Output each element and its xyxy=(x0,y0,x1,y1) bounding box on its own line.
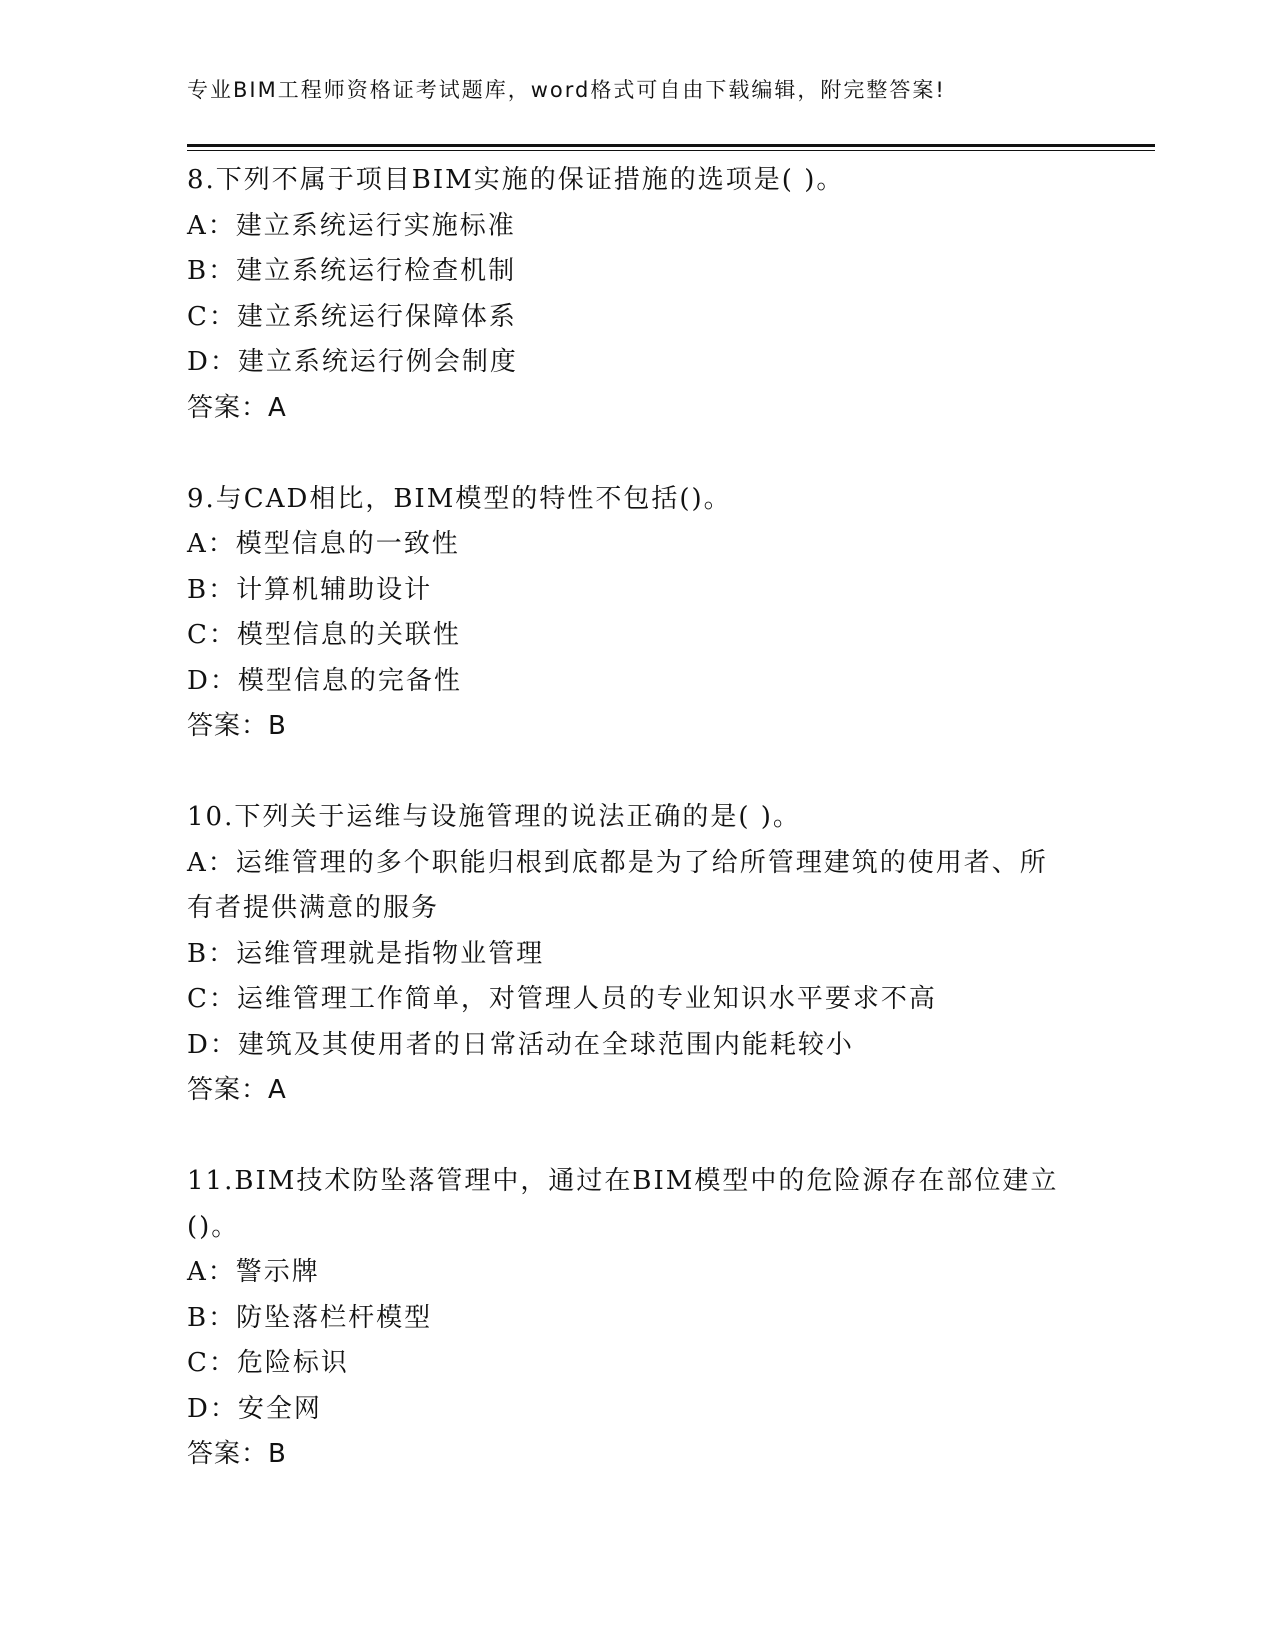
option-c: C：危险标识 xyxy=(187,1348,349,1378)
option-c: C：模型信息的关联性 xyxy=(187,620,461,650)
option-b: B：计算机辅助设计 xyxy=(187,574,433,605)
answer-line: 答案：A xyxy=(187,1075,287,1105)
question-9 xyxy=(187,477,1097,750)
page-header: 专业BIM工程师资格证考试题库，word格式可自由下载编辑，附完整答案! xyxy=(187,78,946,102)
option-a: A：运维管理的多个职能归根到底都是为了给所管理建筑的使用者、所 xyxy=(187,847,1048,878)
spacer xyxy=(187,431,1097,477)
question-11 xyxy=(187,1159,1097,1478)
answer-line: 答案：A xyxy=(187,392,287,423)
option-d: D：建筑及其使用者的日常活动在全球范围内能耗较小 xyxy=(187,1029,854,1060)
question-stem: 10.下列关于运维与设施管理的说法正确的是( )。 xyxy=(187,802,801,832)
option-c: C：建立系统运行保障体系 xyxy=(187,301,517,332)
header-rule-thick xyxy=(187,144,1155,147)
option-b: B：建立系统运行检查机制 xyxy=(187,256,517,286)
option-c: C：运维管理工作简单，对管理人员的专业知识水平要求不高 xyxy=(187,984,937,1014)
option-a: A：建立系统运行实施标准 xyxy=(187,210,516,241)
option-d: D：模型信息的完备性 xyxy=(187,665,462,696)
question-8 xyxy=(187,158,1097,431)
question-10 xyxy=(187,795,1097,1114)
answer-line: 答案：B xyxy=(187,711,287,741)
spacer xyxy=(187,1114,1097,1160)
question-stem-continued: ()。 xyxy=(187,1211,240,1242)
answer-line: 答案：B xyxy=(187,1439,287,1469)
option-b: B：运维管理就是指物业管理 xyxy=(187,938,545,969)
option-a: A：模型信息的一致性 xyxy=(187,529,460,559)
option-b: B：防坠落栏杆模型 xyxy=(187,1302,433,1333)
option-a-continued: 有者提供满意的服务 xyxy=(187,893,440,923)
spacer xyxy=(187,750,1097,796)
document-body xyxy=(187,158,1097,1478)
option-a: A：警示牌 xyxy=(187,1257,320,1287)
question-stem: 11.BIM技术防坠落管理中，通过在BIM模型中的危险源存在部位建立 xyxy=(187,1166,1059,1196)
question-stem: 8.下列不属于项目BIM实施的保证措施的选项是( )。 xyxy=(187,165,845,195)
question-stem: 9.与CAD相比，BIM模型的特性不包括()。 xyxy=(187,483,732,514)
header-rule-thin xyxy=(187,150,1155,151)
option-d: D：安全网 xyxy=(187,1393,322,1424)
option-d: D：建立系统运行例会制度 xyxy=(187,347,518,377)
